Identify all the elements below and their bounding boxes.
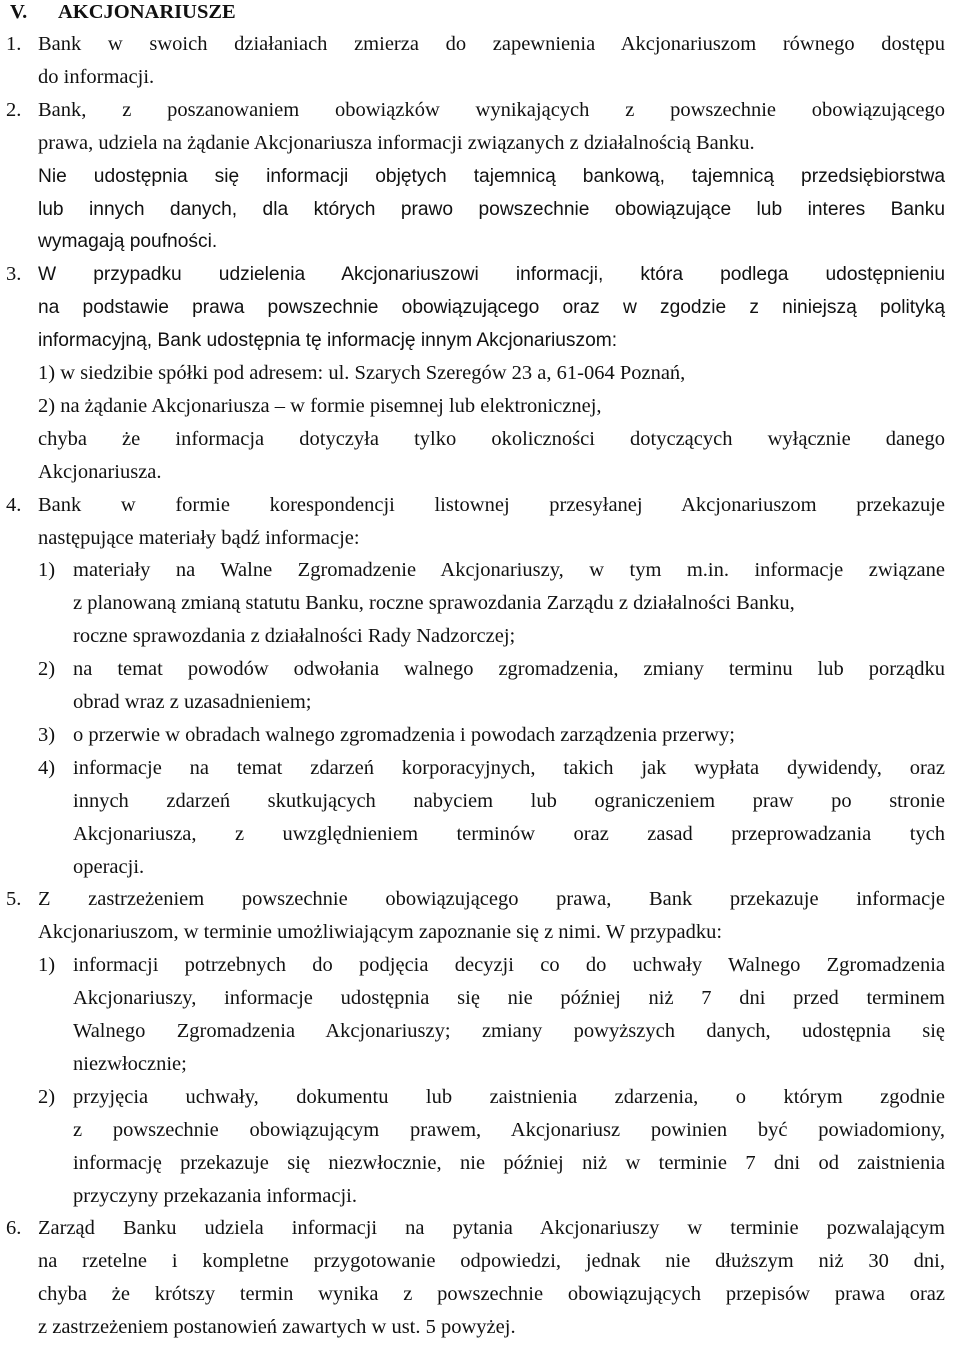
text-line: następujące materiały bądź informacje: xyxy=(38,526,360,549)
text-line: obrad wraz z uzasadnieniem; xyxy=(73,691,312,713)
text-line: lub innych danych, dla których prawo powszechnie obowiązujące lub interes Banku xyxy=(38,198,945,220)
text-line: Bank w swoich działaniach zmierza do zapewnienia Akcjonariuszom równego dostępu xyxy=(38,33,945,55)
list-number: 1) xyxy=(38,559,56,582)
text-line: roczne sprawozdania z działalności Rady Nadzorczej; xyxy=(73,625,516,648)
text-line: informację przekazuje się niezwłocznie, nie później niż w terminie 7 dni od zaistnienia xyxy=(73,1151,945,1174)
list-number: 3. xyxy=(6,263,22,286)
text-line: 1) w siedzibie spółki pod adresem: ul. Szarych Szeregów 23 a, 61-064 Poznań, xyxy=(38,362,686,384)
text-line: Akcjonariusza. xyxy=(38,460,162,483)
text-line: z zastrzeżeniem postanowień zawartych w ust. 5 powyżej. xyxy=(38,1316,516,1339)
heading-title: AKCJONARIUSZE xyxy=(58,1,236,23)
list-number: 3) xyxy=(38,723,56,746)
text-line: Bank, z poszanowaniem obowiązków wynikających z powszechnie obowiązującego xyxy=(38,98,945,121)
text-line: niezwłocznie; xyxy=(73,1052,187,1075)
list-number: 2) xyxy=(38,658,56,681)
list-number: 4. xyxy=(6,493,22,516)
section-heading xyxy=(10,0,236,27)
text-line: Zarząd Banku udziela informacji na pytania Akcjonariuszy w terminie pozwalającym xyxy=(38,1217,945,1240)
text-line: materiały na Walne Zgromadzenie Akcjonariuszy, w tym m.in. informacje związane xyxy=(73,559,945,582)
text-line: na podstawie prawa powszechnie obowiązującego oraz w zgodzie z niniejszą polityką xyxy=(38,297,945,319)
text-line: informacje na temat zdarzeń korporacyjnych, takich jak wypłata dywidendy, oraz xyxy=(73,756,945,779)
list-number: 2) xyxy=(38,1085,56,1108)
text-line: informacyjną, Bank udostępnia tę informację innym Akcjonariuszom: xyxy=(38,330,618,352)
text-line: Akcjonariusza, z uwzględnieniem terminów oraz zasad przeprowadzania tych xyxy=(73,822,945,845)
text-line: innych zdarzeń skutkujących nabyciem lub ograniczeniem praw po stronie xyxy=(73,789,945,812)
text-line: W przypadku udzielenia Akcjonariuszowi informacji, która podlega udostępnieniu xyxy=(38,264,945,286)
list-number: 2. xyxy=(6,98,22,121)
text-line: o przerwie w obradach walnego zgromadzenia i powodach zarządzenia przerwy; xyxy=(73,723,735,746)
text-line: 2) na żądanie Akcjonariusza – w formie pisemnej lub elektronicznej, xyxy=(38,394,602,417)
list-number: 6. xyxy=(6,1217,22,1240)
heading-number: V. xyxy=(10,1,28,23)
list-number: 1) xyxy=(38,954,56,977)
text-line: przyczyny przekazania informacji. xyxy=(73,1184,357,1207)
text-line: chyba że informacja dotyczyła tylko okoliczności dotyczących wyłącznie danego xyxy=(38,427,945,450)
text-line: Bank w formie korespondencji listownej przesyłanej Akcjonariuszom przekazuje xyxy=(38,493,945,516)
text-line: wymagają poufności. xyxy=(38,231,218,253)
text-line: Z zastrzeżeniem powszechnie obowiązującego prawa, Bank przekazuje informacje xyxy=(38,888,945,911)
text-line: do informacji. xyxy=(38,65,155,88)
text-line: na rzetelne i kompletne przygotowanie odpowiedzi, jednak nie dłuższym niż 30 dni, xyxy=(38,1250,945,1273)
text-line: Akcjonariuszy, informacje udostępnia się nie później niż 7 dni przed terminem xyxy=(73,987,945,1010)
text-line: z powszechnie obowiązującym prawem, Akcjonariusz powinien być powiadomiony, xyxy=(73,1118,945,1141)
list-number: 1. xyxy=(6,33,22,55)
text-line: prawa, udziela na żądanie Akcjonariusza informacji związanych z działalnością Banku. xyxy=(38,131,755,154)
text-line: chyba że krótszy termin wynika z powszechnie obowiązujących przepisów prawa oraz xyxy=(38,1283,945,1306)
text-line: na temat powodów odwołania walnego zgromadzenia, zmiany terminu lub porządku xyxy=(73,658,945,681)
list-number: 5. xyxy=(6,888,22,911)
text-line: Akcjonariuszom, w terminie umożliwiającym zapoznanie się z nimi. W przypadku: xyxy=(38,921,723,944)
text-line: z planowaną zmianą statutu Banku, roczne sprawozdania Zarządu z działalności Banku, xyxy=(73,592,795,615)
text-line: operacji. xyxy=(73,855,145,878)
text-line: Nie udostępnia się informacji objętych tajemnicą bankową, tajemnicą przedsiębiorstwa xyxy=(38,165,945,187)
list-number: 4) xyxy=(38,756,56,779)
text-line: przyjęcia uchwały, dokumentu lub zaistnienia zdarzenia, o którym zgodnie xyxy=(73,1085,945,1108)
text-line: informacji potrzebnych do podjęcia decyzji co do uchwały Walnego Zgromadzenia xyxy=(73,954,945,977)
text-line: Walnego Zgromadzenia Akcjonariuszy; zmiany powyższych danych, udostępnia się xyxy=(73,1020,945,1042)
